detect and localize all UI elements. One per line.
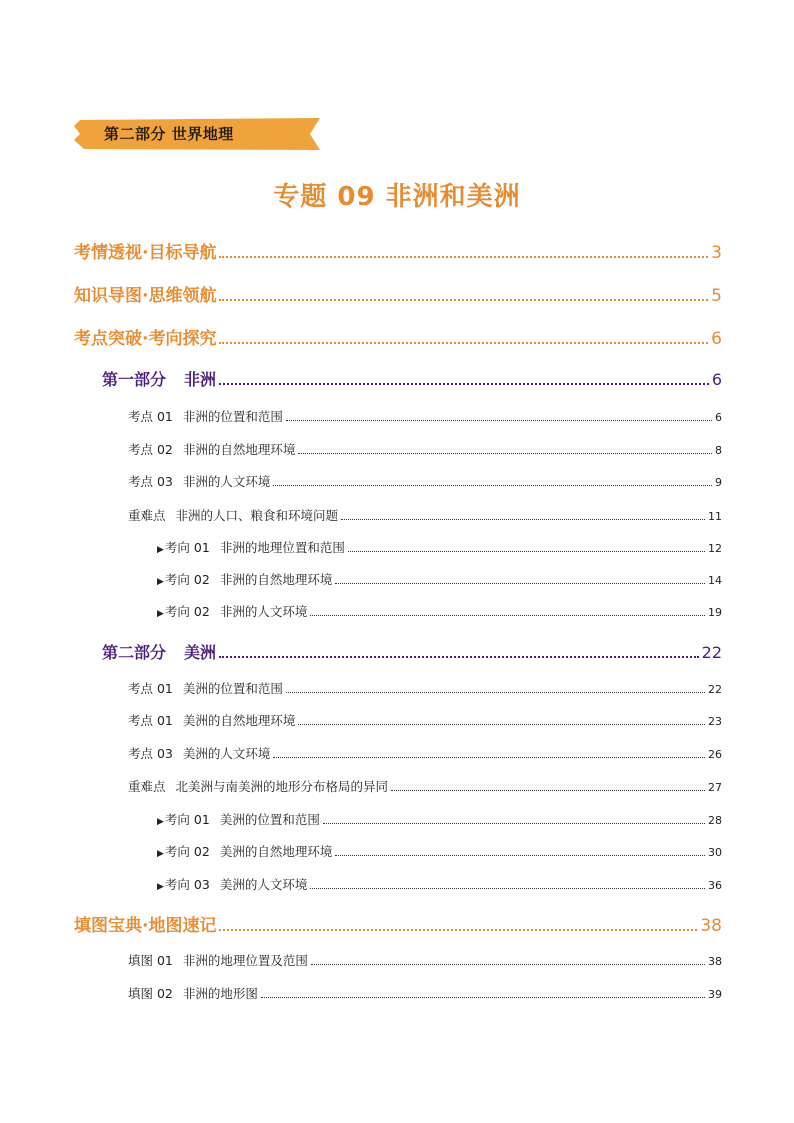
dot-leader	[219, 383, 709, 385]
toc-entry-title: 非洲的地理位置及范围	[182, 953, 308, 968]
toc-entry-title: 考点突破·考向探究	[74, 329, 217, 349]
bullet-arrow-icon: ▶	[157, 817, 164, 827]
toc-page-number: 12	[708, 542, 722, 555]
toc-page-number: 39	[708, 988, 722, 1001]
toc-entry-title: 美洲的人文环境	[182, 746, 271, 761]
toc-page-number: 38	[708, 955, 722, 968]
toc-entry-label	[128, 744, 270, 762]
toc-entry[interactable]	[157, 602, 722, 620]
toc-entry-title: 美洲	[184, 643, 217, 662]
toc-entry[interactable]	[157, 842, 722, 860]
dot-leader	[273, 757, 705, 758]
toc-page-number: 6	[715, 411, 722, 424]
toc-page-number: 3	[711, 243, 722, 263]
toc-entry-prefix: 重难点	[128, 508, 166, 523]
toc-entry-label	[128, 440, 295, 458]
toc-entry-title: 知识导图·思维领航	[74, 286, 217, 306]
dot-leader	[323, 823, 705, 824]
toc-entry-label	[157, 875, 307, 893]
toc-entry[interactable]	[157, 570, 722, 588]
toc-entry-label	[74, 324, 216, 349]
bullet-arrow-icon: ▶	[157, 882, 164, 892]
toc-entry[interactable]	[157, 875, 722, 893]
toc-entry-label	[128, 777, 388, 795]
toc-entry-title: 非洲的人文环境	[182, 474, 271, 489]
toc-entry-prefix: 考向 02	[164, 844, 210, 859]
dot-leader	[335, 583, 705, 584]
toc-entry-prefix: 重难点	[128, 779, 166, 794]
toc-entry-prefix: 考向 02	[164, 604, 210, 619]
toc-entry-prefix: 考点 01	[128, 681, 173, 696]
toc-entry-title: 美洲的位置和范围	[219, 812, 320, 827]
toc-entry-title: 美洲的自然地理环境	[219, 844, 333, 859]
toc-entry-title: 非洲的人口、粮食和环境问题	[175, 508, 339, 523]
toc-entry-label	[128, 984, 258, 1002]
dot-leader	[341, 519, 705, 520]
toc-page-number: 28	[708, 814, 722, 827]
toc-page-number: 8	[715, 444, 722, 457]
toc-page-number: 38	[700, 916, 722, 936]
toc-entry-prefix: 考向 01	[164, 812, 210, 827]
toc-page-number: 27	[708, 781, 722, 794]
toc-entry-label	[74, 238, 216, 263]
toc-entry-label	[128, 472, 270, 490]
dot-leader	[310, 615, 705, 616]
dot-leader	[261, 997, 705, 998]
toc-entry-label	[102, 640, 216, 663]
toc-entry-title: 美洲的人文环境	[219, 877, 308, 892]
toc-entry-label	[157, 570, 332, 588]
toc-entry-title: 非洲的位置和范围	[182, 409, 283, 424]
dot-leader	[311, 964, 705, 965]
toc-entry-label	[128, 679, 283, 697]
toc-entry-label	[128, 951, 308, 969]
toc-entry-label	[74, 911, 216, 936]
toc-entry-prefix: 第一部分	[102, 370, 167, 389]
toc-page-number: 26	[708, 748, 722, 761]
toc-page-number: 6	[711, 329, 722, 349]
toc-entry-prefix: 第二部分	[102, 643, 167, 662]
toc-page-number: 11	[708, 510, 722, 523]
toc-entry-title: 非洲的自然地理环境	[182, 442, 296, 457]
toc-page-number: 5	[711, 286, 722, 306]
toc-entry-label	[157, 810, 320, 828]
toc-entry-prefix: 填图 02	[128, 986, 173, 1001]
toc-entry-label	[74, 281, 216, 306]
toc-page-number: 9	[715, 476, 722, 489]
toc-entry-label	[157, 842, 332, 860]
toc-entry[interactable]	[102, 640, 722, 663]
toc-entry-title: 考情透视·目标导航	[74, 243, 217, 263]
section-banner	[74, 116, 324, 152]
toc-entry[interactable]	[157, 538, 722, 556]
banner-text: 第二部分 世界地理	[104, 125, 234, 143]
dot-leader	[310, 888, 705, 889]
toc-entry-prefix: 考点 03	[128, 474, 173, 489]
toc-page-number: 19	[708, 606, 722, 619]
toc-entry[interactable]	[128, 711, 722, 729]
toc-entry-label	[128, 711, 295, 729]
toc-page-number: 30	[708, 846, 722, 859]
toc-entry-prefix: 考向 01	[164, 540, 210, 555]
dot-leader	[219, 342, 708, 344]
dot-leader	[335, 855, 705, 856]
toc-entry[interactable]	[128, 744, 722, 762]
toc-page-number: 6	[711, 370, 722, 389]
toc-entry[interactable]	[157, 810, 722, 828]
bullet-arrow-icon: ▶	[157, 849, 164, 859]
toc-entry-prefix: 填图 01	[128, 953, 173, 968]
toc-entry[interactable]	[128, 407, 722, 425]
toc-entry[interactable]	[128, 506, 722, 524]
toc-entry[interactable]	[102, 367, 722, 390]
toc-entry-prefix: 考点 03	[128, 746, 173, 761]
toc-entry-title: 非洲的自然地理环境	[219, 572, 333, 587]
dot-leader	[219, 656, 699, 658]
toc-entry-prefix: 考点 01	[128, 409, 173, 424]
dot-leader	[391, 790, 705, 791]
toc-entry[interactable]	[128, 440, 722, 458]
toc-entry-label	[128, 506, 338, 524]
toc-entry-prefix: 考点 02	[128, 442, 173, 457]
bullet-arrow-icon: ▶	[157, 609, 164, 619]
dot-leader	[219, 929, 697, 931]
toc-entry[interactable]	[128, 472, 722, 490]
toc-page-number: 22	[708, 683, 722, 696]
toc-entry[interactable]	[128, 777, 722, 795]
dot-leader	[298, 724, 705, 725]
dot-leader	[219, 256, 708, 258]
toc-entry-title: 美洲的位置和范围	[182, 681, 283, 696]
page-title: 专题 09 非洲和美洲	[273, 182, 521, 212]
dot-leader	[348, 551, 705, 552]
dot-leader	[219, 299, 708, 301]
toc-page-number: 14	[708, 574, 722, 587]
toc-entry-title: 非洲的地理位置和范围	[219, 540, 345, 555]
toc-entry-title: 美洲的自然地理环境	[182, 713, 296, 728]
toc-entry-prefix: 考点 01	[128, 713, 173, 728]
toc-entry-label	[102, 367, 216, 390]
toc-entry[interactable]	[74, 281, 722, 306]
toc-entry-prefix: 考向 03	[164, 877, 210, 892]
toc-entry-label	[157, 538, 345, 556]
dot-leader	[286, 420, 712, 421]
toc-entry-label	[128, 407, 283, 425]
toc-entry[interactable]	[74, 911, 722, 936]
toc-entry-title: 非洲的人文环境	[219, 604, 308, 619]
toc-entry[interactable]	[128, 951, 722, 969]
bullet-arrow-icon: ▶	[157, 577, 164, 587]
toc-entry-title: 北美洲与南美洲的地形分布格局的异同	[175, 779, 389, 794]
toc-entry-label	[157, 602, 307, 620]
toc-entry-title: 填图宝典·地图速记	[74, 916, 217, 936]
toc-entry-title: 非洲	[184, 370, 217, 389]
toc-page-number: 23	[708, 715, 722, 728]
toc-entry[interactable]	[74, 238, 722, 263]
bullet-arrow-icon: ▶	[157, 545, 164, 555]
dot-leader	[298, 453, 712, 454]
toc-entry-title: 非洲的地形图	[182, 986, 258, 1001]
toc-entry[interactable]	[128, 679, 722, 697]
toc-entry[interactable]	[128, 984, 722, 1002]
toc-entry-prefix: 考向 02	[164, 572, 210, 587]
toc-page-number: 22	[701, 643, 722, 662]
toc-entry[interactable]	[74, 324, 722, 349]
dot-leader	[273, 485, 712, 486]
dot-leader	[286, 692, 705, 693]
toc-page-number: 36	[708, 879, 722, 892]
